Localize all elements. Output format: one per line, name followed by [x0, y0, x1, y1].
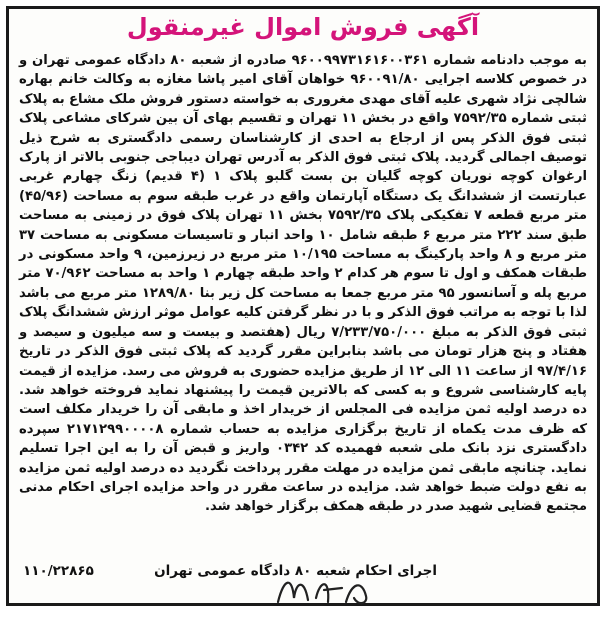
notice-body: به موجب دادنامه شماره ۹۶۰۰۹۹۷۳۱۶۱۶۰۰۳۶۱ صادره از شعبه ۸۰ دادگاه عمومی تهران و در خصوص کلاسه اجرایی ۹۶۰۰۹۱/۸۰ خواهان آقای امیر پاشا مغازه به وکالت خانم بهاره شالچی نژاد شهری علیه آقای مهدی مغروری به خواسته دستور فروش ملک مشاع به پلاک ثبتی شماره ۷۵۹۲/۳۵ واقع در بخش ۱۱ تهران و تقسیم بهای آن بین شرکای مشاعی پلاک ثبتی فوق الذکر پس از ارجاع به احدی از کارشناسان رسمی دادگستری به شرح ذیل توصیف اجمالی گردید. پلاک ثبتی فوق الذکر به آدرس تهران دیباجی جنوبی بالاتر از پارک ارغوان کوچه نوریان کوچه گلیان بن بست گلبو پلاک ۱ (۴ قدیم) زنگ چهارم غربی عبارتست از ششدانگ یک دستگاه آپارتمان واقع در غرب طبقه سوم به مساحت (۴۵/۹۶) متر مربع قطعه ۷ تفکیکی پلاک ۷۵۹۲/۳۵ بخش ۱۱ تهران پلاک فوق در زمینی به مساحت طبق سند ۲۲۲ متر مربع ۶ طبقه شامل ۱۰ واحد انبار و تاسیسات مسکونی به مساحت ۳۷ متر مربع و ۸ واحد پارکینگ به مساحت ۱۰/۱۹۵ متر مربع در زیرزمین، ۹ واحد مسکونی در طبقات همکف و اول تا سوم هر کدام ۲ واحد طبقه چهارم ۱ واحد به مساحت ۷۰/۹۶۲ متر مربع پله و آسانسور ۹۵ متر مربع جمعا به مساحت کل زیر بنا ۱۲۸۹/۸۰ متر مربع می باشد لذا با توجه به مراتب فوق الذکر و با در نظر گرفتن کلیه عوامل موثر ارزش ششدانگ پلاک ثبتی فوق الذکر به مبلغ ۷/۲۳۳/۷۵۰/۰۰۰ ریال (هفتصد و بیست و سه میلیون و سیصد و هفتاد و پنج هزار تومان می باشد بنابراین مقرر گردید که پلاک ثبتی فوق الذکر در تاریخ ۹۷/۴/۱۶ از ساعت ۱۱ الی ۱۲ از طریق مزایده حضوری به فروش می رسد. مزایده از قیمت پایه کارشناسی شروع و به کسی که بالاترین قیمت را پیشنهاد نماید فروخته خواهد شد. ده درصد اولیه ثمن مزایده فی المجلس از خریدار اخذ و مابقی آن را خریدار مکلف است که ظرف مدت یکماه از تاریخ برگزاری مزایده به حساب شماره ۲۱۷۱۲۹۹۰۰۰۰۸ سپرده دادگستری نزد بانک ملی شعبه فهمیده کد ۰۳۴۲ واریز و قبض آن را به این اجرا تسلیم نماید. چنانچه مابقی ثمن مزایده در مهلت مقرر پرداخت نگردید ده درصد اولیه ثمن مزایده به نفع دولت ضبط خواهد شد. مزایده در ساعت مقرر در واحد مزایده اجرای احکام مدنی مجتمع قضایی شهید صدر در طبقه همکف برگزار خواهد شد. [19, 53, 588, 515]
notice-code: ۱۱۰/۲۲۸۶۵ [23, 563, 94, 579]
notice-title: آگهی فروش اموال غیرمنقول [126, 13, 480, 41]
issuer-name: اجرای احکام شعبه ۸۰ دادگاه عمومی تهران [154, 563, 437, 579]
signature [270, 568, 390, 608]
legal-notice [6, 6, 600, 606]
